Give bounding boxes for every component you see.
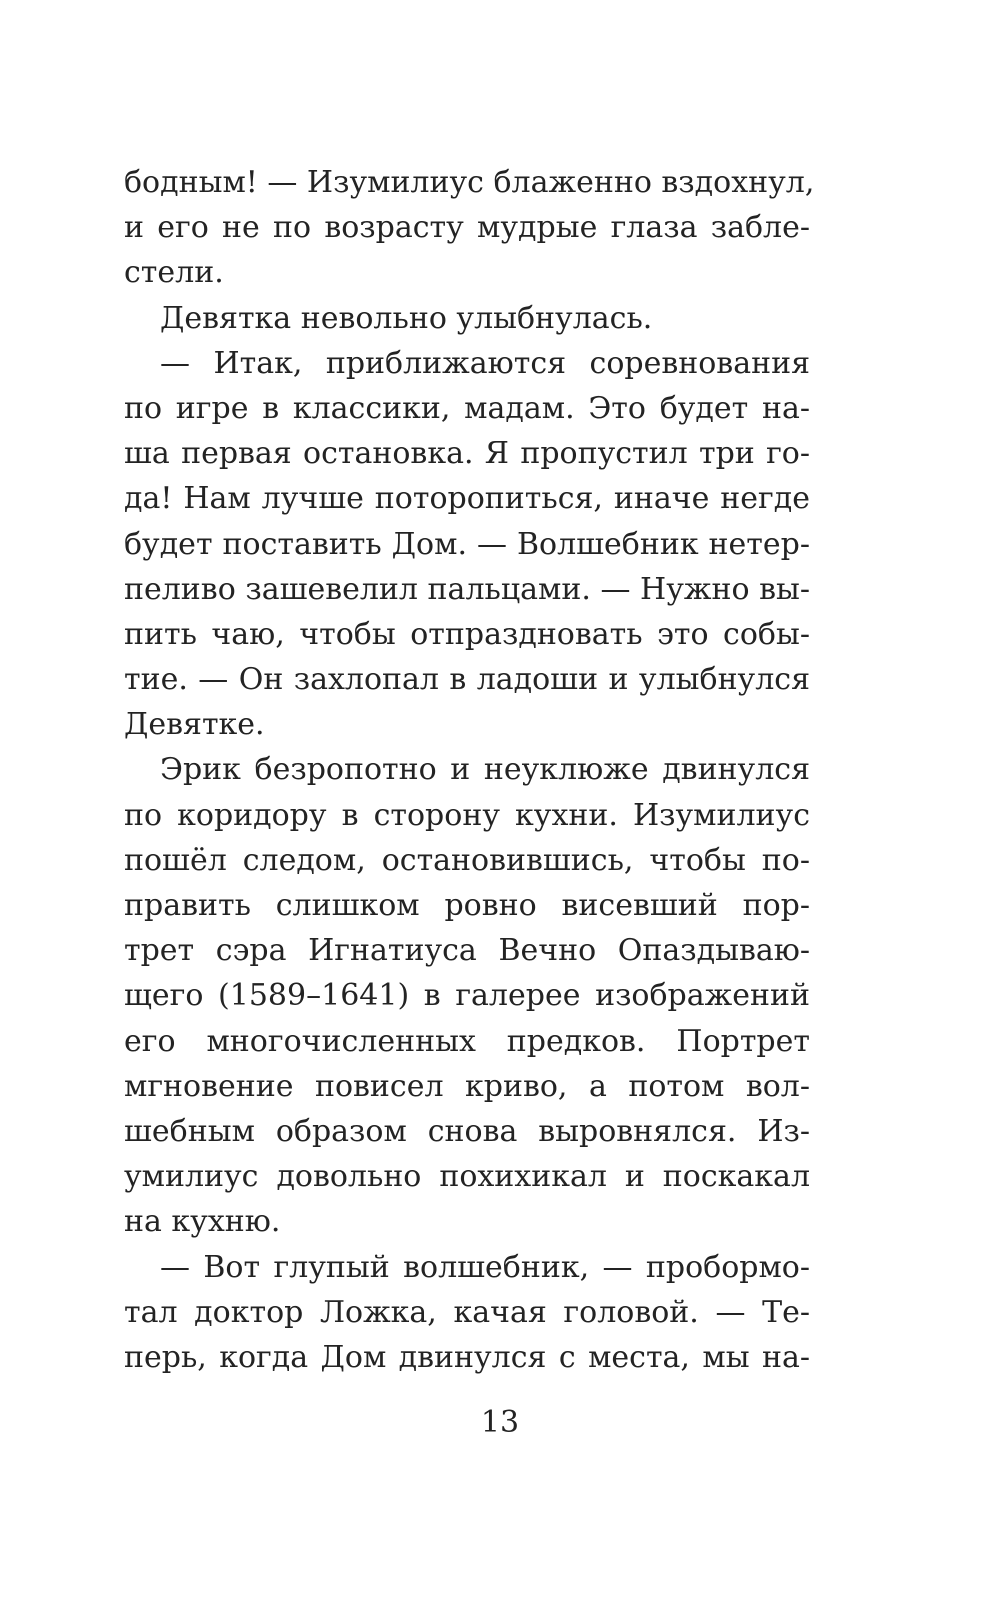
text-line: по коридору в сторону кухни. Изумилиус [124,797,810,833]
text-line: перь, когда Дом двинулся с места, мы на- [124,1339,810,1375]
text-line: щего (1589–1641) в галерее изображений [124,978,810,1014]
text-line: тие. — Он захлопал в ладоши и улыбнулся [124,662,810,698]
text-line: — Итак, приближаются соревнования [160,345,810,381]
text-line: пеливо зашевелил пальцами. — Нужно вы- [124,571,810,607]
text-line: бодным! — Изумилиус блаженно вздохнул, [124,165,815,200]
text-line: править слишком ровно висевший пор- [124,888,810,923]
text-line: будет поставить Дом. — Волшебник нетер- [124,526,810,562]
text-line: мгновение повисел криво, а потом вол- [124,1068,810,1104]
paragraph [124,160,815,296]
text-line: Эрик безропотно и неуклюже двинулся [160,752,810,788]
text-line: по игре в классики, мадам. Это будет на- [124,390,810,426]
text-line: его многочисленных предков. Портрет [124,1023,810,1059]
body-text [124,160,815,1380]
text-line: трет сэра Игнатиуса Вечно Опаздываю- [124,933,810,969]
paragraph [124,747,810,1244]
text-line: — Вот глупый волшебник, — пробормо- [160,1249,810,1285]
paragraph [124,296,810,341]
text-line: пошёл следом, остановившись, чтобы по- [124,842,810,878]
text-line: стели. [124,255,224,291]
paragraph [124,1245,810,1381]
text-line: пить чаю, чтобы отпраздновать это собы- [124,616,810,652]
paragraph [124,341,810,748]
page-number: 13 [480,1405,520,1440]
text-line: да! Нам лучше поторопиться, иначе негде [124,481,810,517]
text-line: тал доктор Ложка, качая головой. — Те- [124,1294,810,1330]
text-line: Девятка невольно улыбнулась. [160,300,653,336]
text-line: умилиус довольно похихикал и поскакал [124,1159,810,1195]
text-line: на кухню. [124,1204,281,1240]
text-line: Девятке. [124,707,265,743]
text-line: ша первая остановка. Я пропустил три го- [124,436,810,472]
text-line: и его не по возрасту мудрые глаза забле- [124,210,810,246]
text-line: шебным образом снова выровнялся. Из- [124,1113,810,1149]
